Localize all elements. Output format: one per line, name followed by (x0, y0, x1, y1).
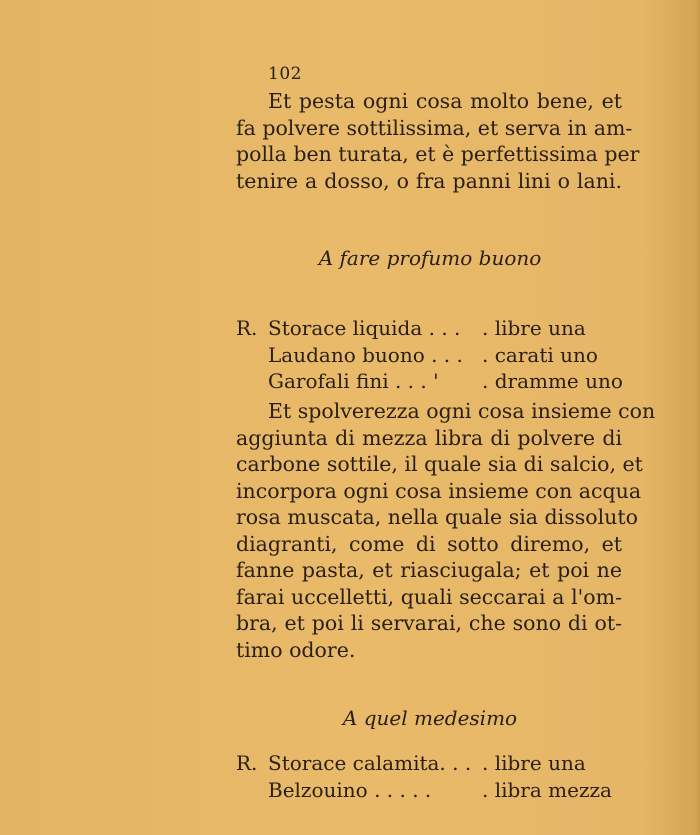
ingredient: Belzouino . . . . . (268, 777, 432, 802)
text-line: carbone sottile, il quale sia di salcio, et (236, 452, 643, 476)
recipe-mark (236, 777, 268, 804)
text-line: bra, et poi li servarai, che sono di ot- (236, 611, 622, 635)
text-line: farai uccelletti, quali seccarai a l'om- (236, 584, 622, 609)
text-line: polla ben turata, et è perfettissima per (236, 142, 640, 166)
text-line: Et spolverezza ogni cosa insieme con (268, 399, 656, 423)
recipe-row (236, 368, 623, 395)
ingredient: Laudano buono . . . (268, 342, 463, 367)
paragraph-2 (236, 398, 656, 663)
recipe-mark (236, 368, 268, 395)
recipe-row (236, 342, 623, 369)
quantity: . libre una (482, 751, 586, 775)
text-line: diagranti, come di sotto diremo, et (236, 531, 622, 556)
recipe-list-1 (236, 315, 623, 395)
recipe-row (236, 315, 623, 342)
recipe-mark: R. (236, 316, 258, 340)
section-heading-1: A fare profumo buono (318, 246, 542, 270)
text-line: Et pesta ogni cosa molto bene, et (268, 89, 622, 113)
recipe-mark (236, 342, 268, 369)
text-line: rosa muscata, nella quale sia dissoluto (236, 505, 638, 529)
quantity: . libra mezza (482, 777, 612, 802)
text-line: incorpora ogni cosa insieme con acqua (236, 478, 642, 503)
text-line: fa polvere sottilissima, et serva in am- (236, 115, 633, 140)
text-line: tenire a dosso, o fra panni lini o lani. (236, 168, 622, 193)
paragraph-1 (236, 88, 640, 194)
recipe-mark: R. (236, 751, 258, 775)
page-number: 102 (268, 64, 302, 84)
ingredient: Storace calamita. . . (268, 751, 472, 775)
text-line: aggiunta di mezza libra di polvere di (236, 425, 622, 450)
quantity: . dramme uno (482, 369, 623, 393)
ingredient: Garofali fini . . . ' (268, 369, 439, 393)
recipe-list-2 (236, 750, 612, 803)
text-line: fanne pasta, et riasciugala; et poi ne (236, 558, 622, 582)
quantity: . libre una (482, 316, 586, 340)
section-heading-2: A quel medesimo (342, 706, 518, 730)
recipe-row (236, 750, 612, 777)
recipe-row (236, 777, 612, 804)
text-line: timo odore. (236, 637, 356, 662)
quantity: . carati uno (482, 342, 598, 367)
ingredient: Storace liquida . . . (268, 316, 461, 340)
